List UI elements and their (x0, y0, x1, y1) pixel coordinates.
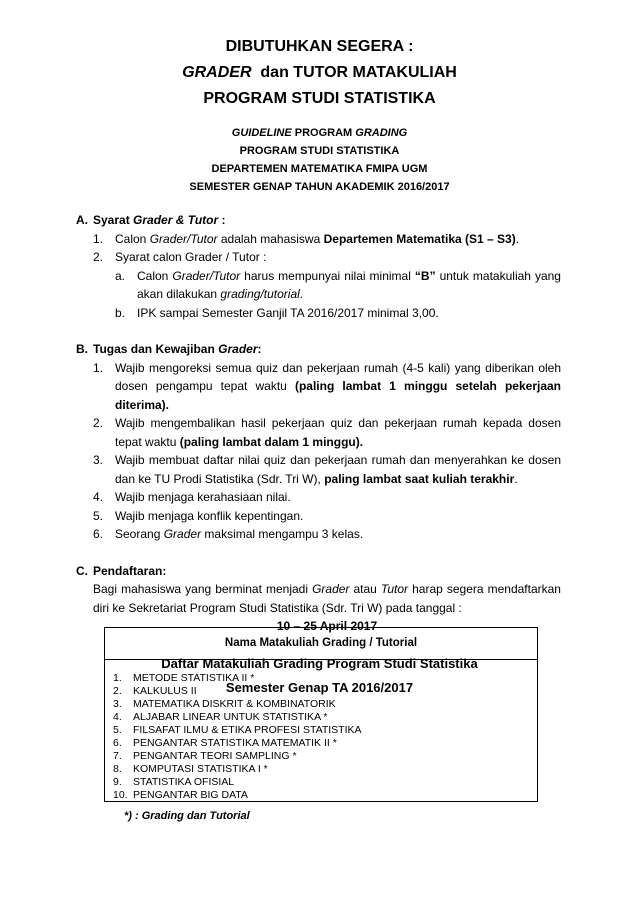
para-text: atau (353, 582, 377, 596)
course-table-list (105, 672, 537, 802)
table-row (105, 672, 537, 685)
item-text: Calon (115, 231, 147, 246)
course-name: MATEMATIKA DISKRIT & KOMBINATORIK (133, 698, 336, 710)
item-text: Wajib mengoreksi semua quiz dan pekerjaan rumah (4-5 kali) yang diberikan oleh dosen pengampu tepat waktu (115, 360, 561, 393)
header-line-2-rest: dan TUTOR MATAKULIAH (260, 64, 457, 81)
para-text-italic: Tutor (380, 582, 409, 596)
item-text: . (299, 287, 304, 301)
sub-item-letter: b. (115, 305, 126, 320)
header-line-3: PROGRAM STUDI STATISTIKA (203, 90, 436, 107)
item-text: Calon (137, 268, 169, 283)
section-requirements (76, 211, 561, 322)
footnote: *) : Grading dan Tutorial (124, 810, 250, 822)
row-number: 9. (113, 776, 122, 788)
list-item (93, 507, 561, 526)
subheader-line-1 (0, 124, 639, 142)
row-number: 1. (113, 672, 122, 684)
list-item (93, 359, 561, 415)
subheader-line-3: DEPARTEMEN MATEMATIKA FMIPA UGM (211, 163, 428, 175)
item-number: 2. (93, 416, 104, 430)
course-name: FILSAFAT ILMU & ETIKA PROFESI STATISTIKA (133, 724, 362, 736)
course-list-title-line-1: Daftar Matakuliah Grading Program Studi Statistika (161, 655, 478, 671)
section-registration (76, 562, 561, 636)
item-number: 1. (93, 360, 104, 375)
document-header (0, 34, 639, 112)
list-item (93, 230, 561, 249)
table-row (105, 763, 537, 776)
course-name: KALKULUS II (133, 685, 197, 697)
item-text: harus mempunyai nilai minimal (244, 268, 411, 283)
item-text-italic: Grader (163, 527, 202, 541)
item-text-bold: paling lambat saat kuliah terakhir (324, 471, 515, 486)
para-text: harap segera mendaftarkan diri ke Sekretariat Program Studi Statistika (Sdr. Tri W) pada tanggal : (93, 582, 561, 615)
section-c-title-text: Pendaftaran: (93, 563, 167, 578)
section-duties (76, 340, 561, 544)
item-number: 1. (93, 231, 104, 246)
subheader-line-2: PROGRAM STUDI STATISTIKA (239, 145, 400, 157)
list-item (93, 488, 561, 507)
table-row (105, 724, 537, 737)
section-a-title-italic: Grader & Tutor (133, 213, 219, 227)
row-number: 6. (113, 737, 122, 749)
sub-item-letter: a. (115, 268, 126, 283)
item-text: Seorang (115, 527, 161, 541)
item-number: 5. (93, 508, 104, 523)
course-table (104, 627, 538, 802)
section-a-title (76, 211, 561, 230)
item-number: 2. (93, 250, 104, 264)
item-text: untuk matakuliah yang akan dilakukan (137, 268, 561, 301)
item-number: 4. (93, 490, 104, 504)
para-text-italic: Grader (312, 582, 350, 596)
table-row (105, 789, 537, 802)
item-text: Wajib membuat daftar nilai quiz dan pekerjaan rumah dan menyerahkan ke dosen dan ke TU Prodi Statistika (Sdr. Tri W), (115, 453, 561, 486)
guideline-subheader (0, 124, 639, 196)
section-b-title-post: : (257, 342, 262, 356)
item-text: . (515, 231, 520, 246)
section-b-title (76, 340, 561, 359)
item-number: 6. (93, 527, 104, 541)
item-text-bold: Departemen Matematika (S1 – S3) (323, 231, 516, 246)
sub-list-item (115, 304, 561, 323)
course-name: ALJABAR LINEAR UNTUK STATISTIKA * (133, 711, 328, 723)
course-name: PENGANTAR STATISTIKA MATEMATIK II * (133, 737, 337, 749)
header-line-2 (0, 60, 639, 86)
section-a-list (93, 230, 561, 323)
row-number: 2. (113, 685, 122, 697)
subheader-program-word: PROGRAM (294, 127, 353, 139)
row-number: 4. (113, 711, 122, 723)
item-text: Wajib menjaga konflik kepentingan. (115, 508, 304, 523)
subheader-guideline-word: GUIDELINE (231, 127, 292, 139)
section-b-list (93, 359, 561, 544)
section-c-letter: C. (76, 563, 88, 578)
item-text-italic: Grader/Tutor (172, 268, 241, 283)
table-row (105, 685, 537, 698)
item-text-bold: (paling lambat dalam 1 minggu). (179, 434, 364, 449)
table-row (105, 711, 537, 724)
section-b-letter: B. (76, 342, 88, 356)
list-item (93, 414, 561, 451)
section-a-title-post: : (221, 213, 226, 227)
header-grader-word: GRADER (182, 64, 252, 81)
item-text: Syarat calon Grader / Tutor : (115, 250, 267, 264)
row-number: 7. (113, 750, 122, 762)
section-c-title (76, 562, 561, 581)
row-number: 8. (113, 763, 122, 775)
table-row (105, 776, 537, 789)
subheader-grading-word: GRADING (355, 127, 408, 139)
section-a-letter: A. (76, 213, 88, 227)
list-item (93, 248, 561, 322)
course-name: METODE STATISTIKA II * (133, 672, 255, 684)
item-text-bold: “B” (414, 268, 436, 283)
course-name: STATISTIKA OFISIAL (133, 776, 235, 788)
item-text: Wajib menjaga kerahasiaan nilai. (115, 490, 291, 504)
list-item (93, 451, 561, 488)
para-text: Bagi mahasiswa yang berminat menjadi (93, 582, 309, 596)
item-text: . (514, 471, 518, 486)
sub-list-item (115, 267, 561, 304)
subheader-line-4: SEMESTER GENAP TAHUN AKADEMIK 2016/2017 (189, 181, 450, 193)
course-table-header: Nama Matakuliah Grading / Tutorial (105, 628, 537, 660)
course-name: KOMPUTASI STATISTIKA I * (133, 763, 268, 775)
course-list-title-line-2: Semester Genap TA 2016/2017 (225, 679, 414, 695)
section-a-sub-list (115, 267, 561, 323)
item-number: 3. (93, 453, 104, 467)
section-b-title-pre: Tugas dan Kewajiban (93, 342, 215, 356)
item-text: adalah mahasiswa (220, 231, 321, 246)
row-number: 3. (113, 698, 122, 710)
table-row (105, 750, 537, 763)
registration-date: 10 – 25 April 2017 (276, 619, 378, 633)
list-item (93, 525, 561, 544)
row-number: 10. (113, 789, 128, 801)
section-a-title-pre: Syarat (93, 213, 130, 227)
item-text-italic: Grader/Tutor (149, 231, 218, 246)
item-text-italic: grading/tutorial (220, 287, 300, 301)
item-text: maksimal mengampu 3 kelas. (204, 527, 364, 541)
header-line-1: DIBUTUHKAN SEGERA : (225, 38, 414, 55)
row-number: 5. (113, 724, 122, 736)
table-row (105, 698, 537, 711)
table-row (105, 737, 537, 750)
registration-paragraph (93, 580, 561, 617)
item-text-bold: (paling lambat 1 minggu setelah pekerjaan diterima). (115, 379, 561, 412)
section-b-title-italic: Grader (218, 342, 258, 356)
item-text: IPK sampai Semester Ganjil TA 2016/2017 minimal 3,00. (137, 305, 439, 320)
item-text: Wajib mengembalikan hasil pekerjaan quiz dan pekerjaan rumah kepada dosen tepat waktu (115, 416, 561, 449)
course-name: PENGANTAR TEORI SAMPLING * (133, 750, 297, 762)
course-name: PENGANTAR BIG DATA (133, 789, 248, 801)
